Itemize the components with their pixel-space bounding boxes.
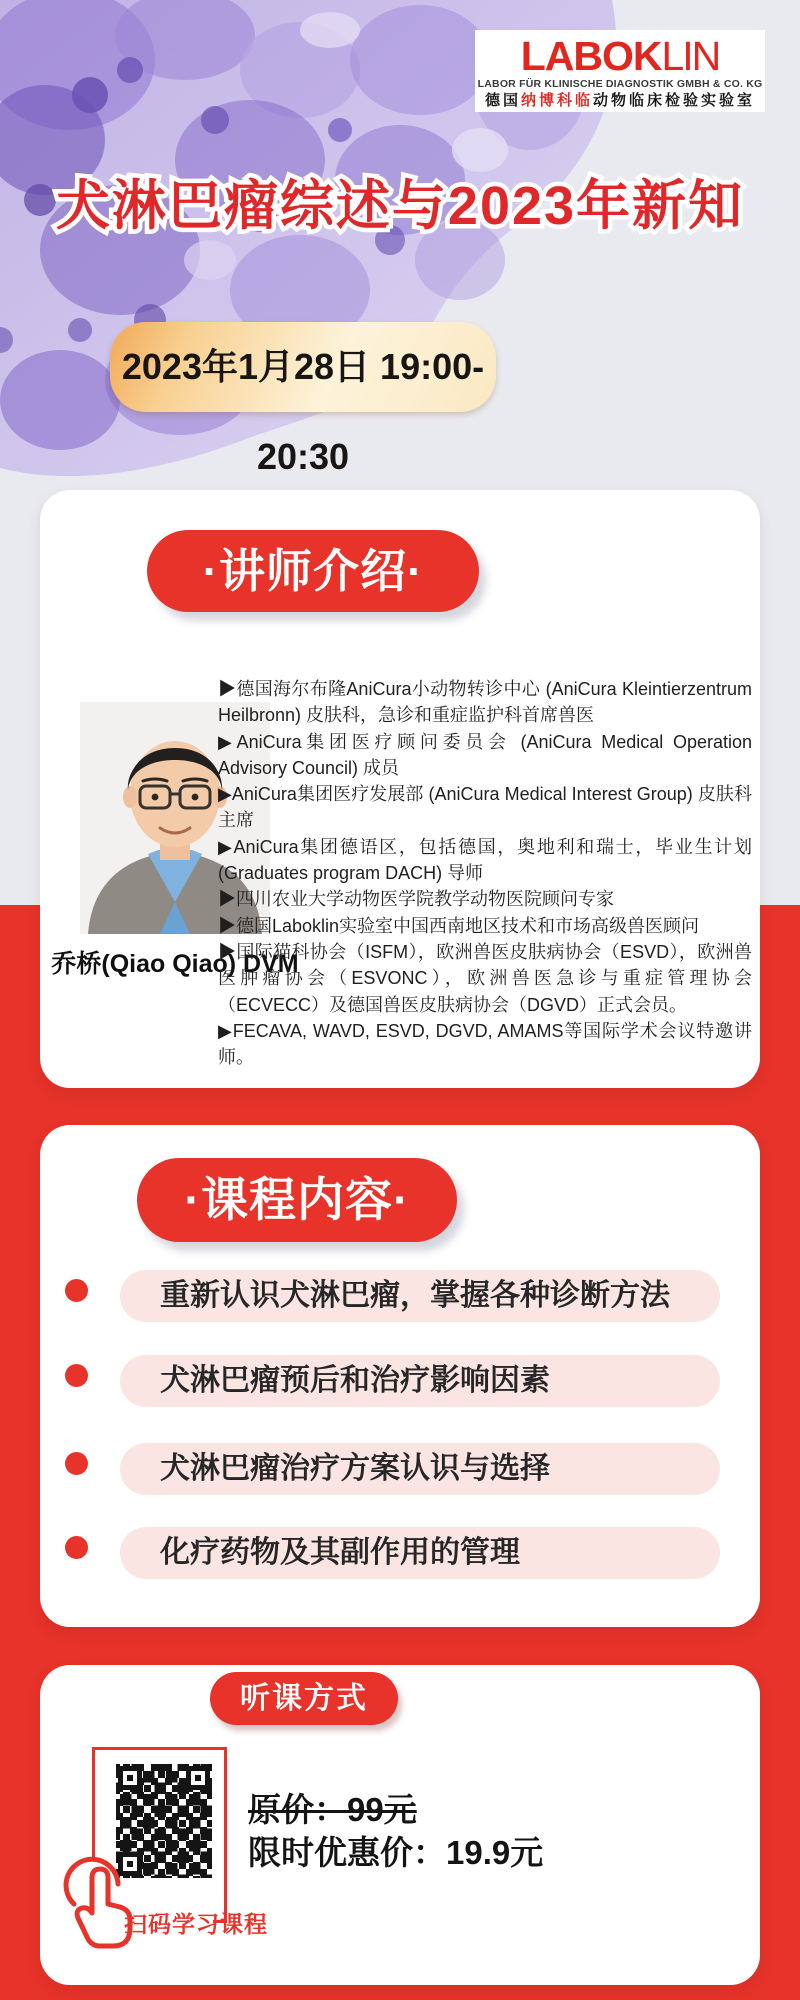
qr-finder-icon bbox=[118, 1766, 142, 1790]
credential-item: ▶AniCura集团德语区，包括德国，奥地利和瑞士，毕业生计划 (Graduates program DACH) 导师 bbox=[218, 836, 752, 884]
credential-item: ▶国际猫科协会（ISFM），欧洲兽医皮肤病协会（ESVD），欧洲兽医肿瘤协会（ESVONC），欧洲兽医急诊与重症管理协会（ECVECC）及德国兽医皮肤病协会（DGVD）正式会员。 bbox=[218, 941, 752, 1015]
original-price: 原价：99元 bbox=[248, 1791, 417, 1828]
bullet-dot-icon bbox=[65, 1279, 88, 1302]
lecturer-name: 乔桥(Qiao Qiao) DVM bbox=[51, 950, 299, 978]
bullet-dot-icon bbox=[65, 1452, 88, 1475]
course-item: 重新认识犬淋巴瘤，掌握各种诊断方法 bbox=[120, 1270, 720, 1322]
course-item: 犬淋巴瘤预后和治疗影响因素 bbox=[120, 1355, 720, 1407]
laboklin-wordmark bbox=[475, 34, 765, 78]
attend-section-badge: 听课方式 bbox=[210, 1672, 398, 1725]
event-datetime-pill: 2023年1月28日 19:00-20:30 bbox=[110, 322, 496, 412]
logo-subtitle: LABOR FÜR KLINISCHE DIAGNOSTIK GMBH & CO. KG bbox=[477, 78, 763, 90]
credential-item: ▶AniCura集团医疗发展部 (AniCura Medical Interest Group) 皮肤科主席 bbox=[218, 784, 752, 831]
credential-item: ▶四川农业大学动物医学院教学动物医院顾问专家 bbox=[218, 889, 614, 910]
qr-frame-right bbox=[224, 1747, 227, 1923]
lecturer-credentials bbox=[218, 676, 752, 1070]
discount-price: 限时优惠价：19.9元 bbox=[248, 1834, 544, 1871]
qr-frame-top bbox=[92, 1747, 227, 1750]
laboklin-logo bbox=[475, 30, 765, 112]
qr-frame-left bbox=[92, 1747, 95, 1860]
qr-finder-icon bbox=[186, 1766, 210, 1790]
bullet-dot-icon bbox=[65, 1536, 88, 1559]
course-section-badge: ·课程内容· bbox=[137, 1158, 457, 1242]
credential-item: ▶德国Laboklin实验室中国西南地区技术和市场高级兽医顾问 bbox=[218, 915, 700, 936]
course-item: 犬淋巴瘤治疗方案认识与选择 bbox=[120, 1443, 720, 1495]
course-item: 化疗药物及其副作用的管理 bbox=[120, 1527, 720, 1579]
credential-item: ▶FECAVA, WAVD, ESVD, DGVD, AMAMS等国际学术会议特邀讲师。 bbox=[218, 1020, 752, 1068]
logo-chinese-line: 德国纳博科临动物临床检验实验室 bbox=[484, 92, 756, 109]
wordmark-light: LIN bbox=[661, 33, 720, 79]
lecturer-section-badge: ·讲师介绍· bbox=[147, 530, 479, 612]
page-title: 犬淋巴瘤综述与2023年新知 bbox=[55, 176, 745, 236]
bullet-dot-icon bbox=[65, 1364, 88, 1387]
scan-to-learn-label: 扫码学习课程 bbox=[124, 1911, 268, 1937]
wordmark-bold: LABOK bbox=[520, 33, 662, 79]
credential-item: ▶AniCura集团医疗顾问委员会 (AniCura Medical Operation Advisory Council) 成员 bbox=[218, 731, 752, 778]
credential-item: ▶德国海尔布隆AniCura小动物转诊中心 (AniCura Kleintierzentrum Heilbronn) 皮肤科，急诊和重症监护科首席兽医 bbox=[218, 679, 752, 726]
